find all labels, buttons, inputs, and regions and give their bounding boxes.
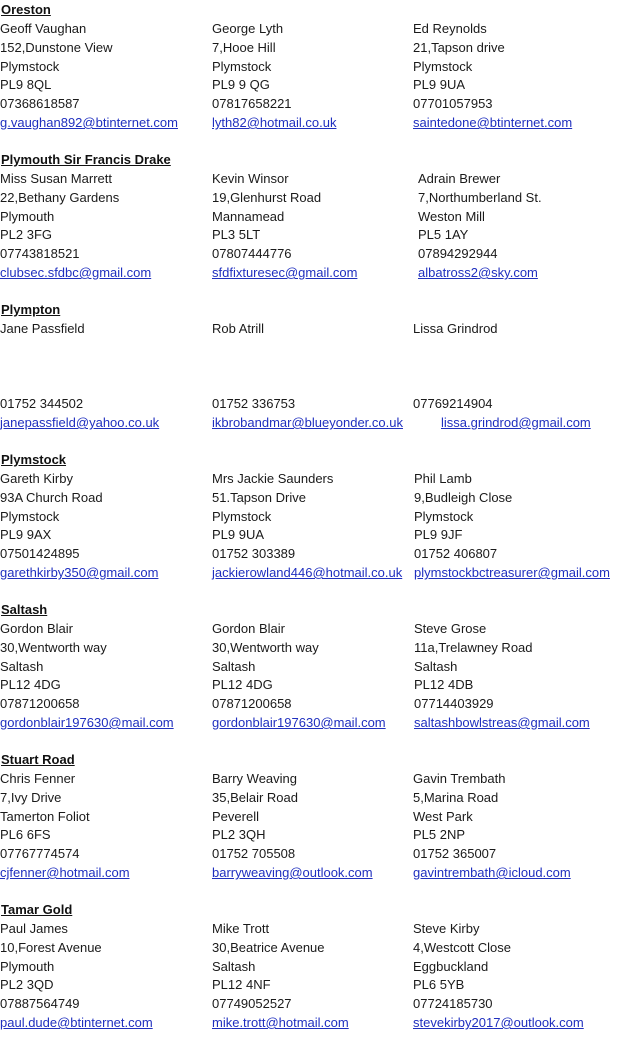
contact-postcode: PL12 4DB bbox=[414, 677, 474, 693]
contact-name: Rob Atrill bbox=[212, 321, 265, 336]
email-link[interactable]: gordonblair197630@mail.com bbox=[0, 714, 174, 730]
contact-name: Gavin Trembath bbox=[413, 771, 506, 786]
contact-card bbox=[0, 170, 151, 283]
contact-card bbox=[0, 20, 178, 133]
contact-phone: 07894292944 bbox=[418, 246, 498, 262]
email-link[interactable]: gordonblair197630@mail.com bbox=[212, 714, 386, 730]
contact-phone: 07817658221 bbox=[212, 96, 292, 112]
contact-postcode bbox=[0, 376, 159, 395]
contact-phone: 01752 705508 bbox=[212, 846, 296, 862]
contact-area: Eggbuckland bbox=[413, 958, 489, 974]
email-link[interactable]: g.vaughan892@btinternet.com bbox=[0, 114, 178, 130]
contact-card bbox=[0, 620, 174, 733]
contact-address: 4,Westcott Close bbox=[413, 939, 512, 955]
contact-phone: 07701057953 bbox=[413, 96, 493, 112]
contact-card bbox=[0, 470, 158, 583]
contact-name: Geoff Vaughan bbox=[0, 21, 87, 36]
contact-postcode: PL5 2NP bbox=[413, 827, 466, 843]
contact-area: Mannamead bbox=[212, 208, 285, 224]
contact-name: Miss Susan Marrett bbox=[0, 171, 112, 186]
contact-name: Gordon Blair bbox=[0, 621, 73, 636]
contact-postcode: PL3 5LT bbox=[212, 227, 261, 243]
contact-card bbox=[0, 920, 153, 1033]
contact-card bbox=[0, 320, 159, 433]
contact-postcode: PL9 9UA bbox=[413, 77, 466, 93]
contact-card bbox=[212, 170, 357, 283]
contact-name: Adrain Brewer bbox=[418, 171, 501, 186]
contact-area: Saltash bbox=[0, 658, 44, 674]
contact-address: 35,Belair Road bbox=[212, 789, 298, 805]
contact-phone: 07749052527 bbox=[212, 996, 292, 1012]
contact-address: 10,Forest Avenue bbox=[0, 939, 102, 955]
club-title: Saltash bbox=[1, 602, 48, 617]
email-link[interactable]: janepassfield@yahoo.co.uk bbox=[0, 414, 160, 430]
contact-name: Mike Trott bbox=[212, 921, 270, 936]
contact-name: Gareth Kirby bbox=[0, 471, 73, 486]
contact-address: 30,Wentworth way bbox=[0, 639, 107, 655]
contact-card bbox=[414, 620, 590, 733]
contact-area: Plymstock bbox=[0, 58, 60, 74]
email-link[interactable]: jackierowland446@hotmail.co.uk bbox=[212, 564, 403, 580]
contact-name: Steve Kirby bbox=[413, 921, 480, 936]
contact-phone: 07724185730 bbox=[413, 996, 493, 1012]
contact-area: Plymstock bbox=[212, 508, 272, 524]
club-title: Plymstock bbox=[1, 452, 67, 467]
email-link[interactable]: saintedone@btinternet.com bbox=[413, 114, 573, 130]
contact-area: West Park bbox=[413, 808, 473, 824]
contact-postcode: PL9 9UA bbox=[212, 527, 265, 543]
contact-phone: 07767774574 bbox=[0, 846, 80, 862]
contact-name: Lissa Grindrod bbox=[413, 321, 498, 336]
contact-address: 5,Marina Road bbox=[413, 789, 499, 805]
email-link[interactable]: ikbrobandmar@blueyonder.co.uk bbox=[212, 414, 403, 430]
contact-postcode: PL12 4NF bbox=[212, 977, 271, 993]
contact-card bbox=[0, 770, 130, 883]
contact-area bbox=[0, 358, 159, 377]
contact-area: Plymstock bbox=[212, 58, 272, 74]
email-link[interactable]: albatross2@sky.com bbox=[418, 264, 538, 280]
contact-card bbox=[418, 170, 542, 283]
contact-card bbox=[413, 20, 572, 133]
contact-card bbox=[212, 770, 373, 883]
contact-address bbox=[413, 339, 591, 358]
contact-name: Barry Weaving bbox=[212, 771, 298, 786]
contact-name: Kevin Winsor bbox=[212, 171, 289, 186]
club-title: Oreston bbox=[1, 2, 51, 17]
email-link[interactable]: garethkirby350@gmail.com bbox=[0, 564, 159, 580]
contact-postcode: PL9 9 QG bbox=[212, 77, 270, 93]
contact-area: Plymstock bbox=[413, 58, 473, 74]
contact-area bbox=[212, 358, 403, 377]
contact-address: 11a,Trelawney Road bbox=[414, 639, 533, 655]
contact-card bbox=[413, 770, 571, 883]
contact-address bbox=[0, 339, 159, 358]
contact-card bbox=[212, 470, 402, 583]
contact-area: Saltash bbox=[414, 658, 458, 674]
contact-phone: 07743818521 bbox=[0, 246, 80, 262]
email-link[interactable]: clubsec.sfdbc@gmail.com bbox=[0, 264, 152, 280]
contact-card bbox=[414, 470, 610, 583]
contact-address: 7,Ivy Drive bbox=[0, 789, 62, 805]
contact-address bbox=[212, 339, 403, 358]
email-link[interactable]: mike.trott@hotmail.com bbox=[212, 1014, 349, 1030]
email-link[interactable]: gavintrembath@icloud.com bbox=[413, 864, 571, 880]
contact-area: Weston Mill bbox=[418, 208, 485, 224]
contact-postcode bbox=[413, 376, 591, 395]
contact-phone: 01752 365007 bbox=[413, 846, 497, 862]
contact-card bbox=[212, 320, 403, 433]
contact-address: 152,Dunstone View bbox=[0, 39, 113, 55]
contact-name: Gordon Blair bbox=[212, 621, 285, 636]
club-title: Plymouth Sir Francis Drake bbox=[1, 152, 171, 167]
club-title: Tamar Gold bbox=[1, 902, 73, 917]
contact-phone: 07871200658 bbox=[0, 696, 80, 712]
contact-postcode: PL2 3QH bbox=[212, 827, 266, 843]
email-link[interactable]: lyth82@hotmail.co.uk bbox=[212, 114, 337, 130]
contact-area bbox=[413, 358, 591, 377]
contact-name: George Lyth bbox=[212, 21, 284, 36]
contact-phone: 07368618587 bbox=[0, 96, 80, 112]
contact-card bbox=[212, 620, 386, 733]
club-title: Plympton bbox=[1, 302, 61, 317]
email-link[interactable]: sfdfixturesec@gmail.com bbox=[212, 264, 358, 280]
contact-postcode: PL9 9AX bbox=[0, 527, 52, 543]
contact-postcode: PL9 8QL bbox=[0, 77, 52, 93]
contact-name: Paul James bbox=[0, 921, 68, 936]
email-link[interactable]: stevekirby2017@outlook.com bbox=[413, 1014, 584, 1030]
contact-card bbox=[212, 920, 349, 1033]
contact-postcode: PL9 9JF bbox=[414, 527, 463, 543]
contact-address: 93A Church Road bbox=[0, 489, 103, 505]
contact-phone: 07501424895 bbox=[0, 546, 80, 562]
contact-address: 7,Hooe Hill bbox=[212, 39, 276, 55]
contact-area: Plymouth bbox=[0, 208, 55, 224]
contact-name: Chris Fenner bbox=[0, 771, 76, 786]
contact-address: 30,Wentworth way bbox=[212, 639, 319, 655]
email-link[interactable]: plymstockbctreasurer@gmail.com bbox=[414, 564, 610, 580]
contact-phone: 01752 303389 bbox=[212, 546, 296, 562]
contact-area: Plymstock bbox=[414, 508, 474, 524]
contact-address: 22,Bethany Gardens bbox=[0, 189, 120, 205]
contact-postcode: PL12 4DG bbox=[0, 677, 61, 693]
club-title: Stuart Road bbox=[1, 752, 75, 767]
email-link[interactable]: paul.dude@btinternet.com bbox=[0, 1014, 153, 1030]
contact-phone: 01752 336753 bbox=[212, 396, 296, 412]
email-link[interactable]: saltashbowlstreas@gmail.com bbox=[414, 714, 590, 730]
contact-phone: 01752 406807 bbox=[414, 546, 498, 562]
contact-address: 21,Tapson drive bbox=[413, 39, 505, 55]
contact-postcode: PL6 6FS bbox=[0, 827, 51, 843]
contact-address: 9,Budleigh Close bbox=[414, 489, 513, 505]
contact-address: 7,Northumberland St. bbox=[418, 189, 542, 205]
contact-area: Saltash bbox=[212, 958, 256, 974]
contact-postcode: PL12 4DG bbox=[212, 677, 273, 693]
contact-phone: 07871200658 bbox=[212, 696, 292, 712]
contact-name: Steve Grose bbox=[414, 621, 487, 636]
contact-postcode: PL2 3FG bbox=[0, 227, 53, 243]
contact-phone: 07887564749 bbox=[0, 996, 80, 1012]
email-link[interactable]: lissa.grindrod@gmail.com bbox=[441, 414, 591, 430]
contact-phone: 07807444776 bbox=[212, 246, 292, 262]
contact-area: Tamerton Foliot bbox=[0, 808, 90, 824]
contact-phone: 01752 344502 bbox=[0, 396, 84, 412]
contact-name: Ed Reynolds bbox=[413, 21, 487, 36]
contact-area: Saltash bbox=[212, 658, 256, 674]
email-link[interactable]: barryweaving@outlook.com bbox=[212, 864, 373, 880]
contact-phone: 07769214904 bbox=[413, 396, 493, 412]
contact-address: 19,Glenhurst Road bbox=[212, 189, 322, 205]
contact-address: 30,Beatrice Avenue bbox=[212, 939, 325, 955]
contact-card bbox=[212, 20, 336, 133]
contact-name: Jane Passfield bbox=[0, 321, 85, 336]
contact-name: Phil Lamb bbox=[414, 471, 472, 486]
contact-phone: 07714403929 bbox=[414, 696, 494, 712]
contact-address: 51.Tapson Drive bbox=[212, 489, 306, 505]
contact-area: Plymouth bbox=[0, 958, 55, 974]
contact-postcode bbox=[212, 376, 403, 395]
contact-card bbox=[413, 320, 591, 433]
contact-card bbox=[413, 920, 584, 1033]
email-link[interactable]: cjfenner@hotmail.com bbox=[0, 864, 130, 880]
contact-postcode: PL5 1AY bbox=[418, 227, 469, 243]
contact-postcode: PL6 5YB bbox=[413, 977, 465, 993]
contact-postcode: PL2 3QD bbox=[0, 977, 54, 993]
contact-area: Plymstock bbox=[0, 508, 60, 524]
contact-area: Peverell bbox=[212, 808, 259, 824]
contact-name: Mrs Jackie Saunders bbox=[212, 471, 334, 486]
